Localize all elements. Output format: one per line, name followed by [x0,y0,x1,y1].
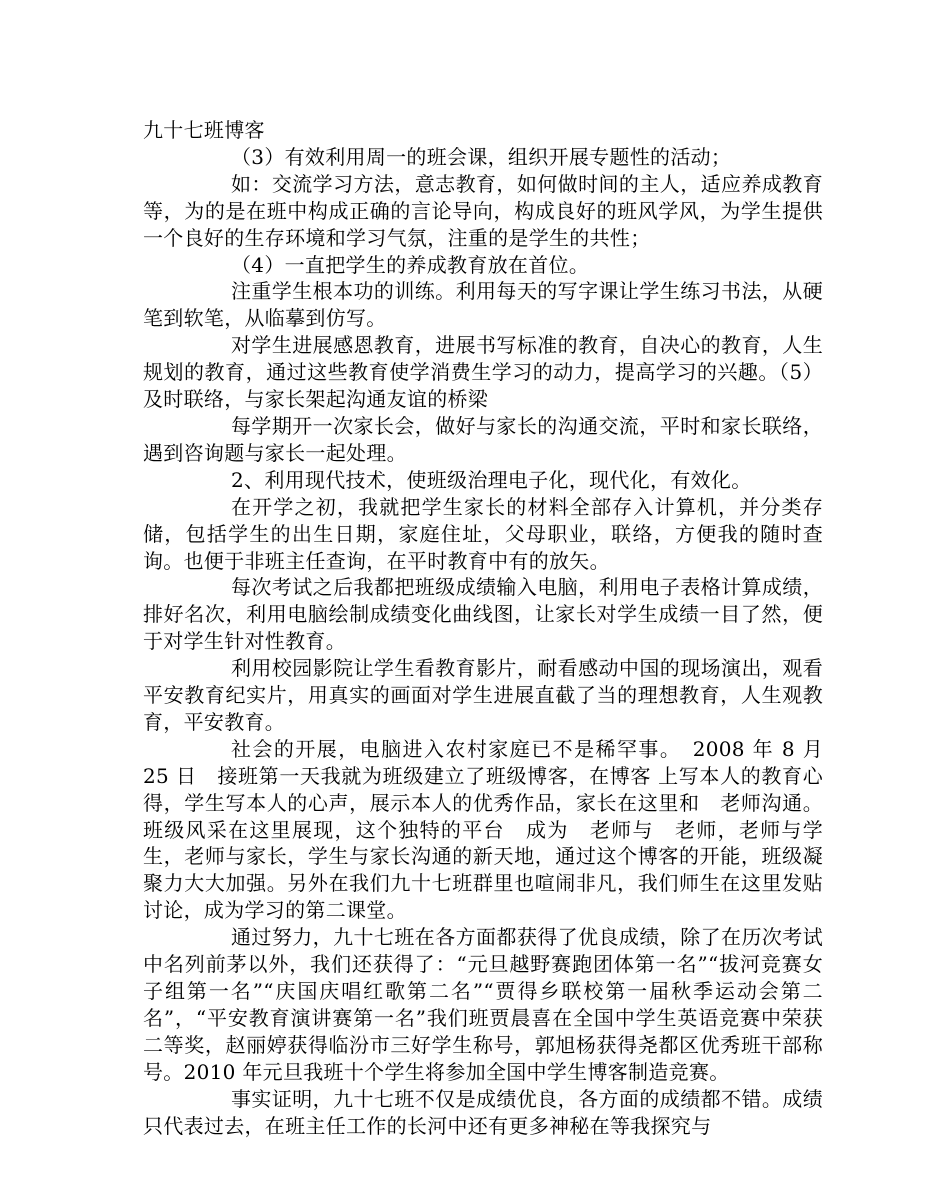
paragraph-student-records: 在开学之初，我就把学生家长的材料全部存入计算机，并分类存储，包括学生的出生日期，家庭住址，父母职业，联络，方便我的随时查询。也便于非班主任查询，在平时教育中有的放矢。 [143,494,823,573]
paragraph-achievements: 通过努力，九十七班在各方面都获得了优良成绩，除了在历次考试中名列前茅以外，我们还获得了：“元旦越野赛跑团体第一名”“拔河竞赛女子组第一名”“庆国庆唱红歌第二名”“贾得乡联校第一届秋季运动会第二名”，“平安教育演讲赛第一名”我们班贾晨喜在全国中学生英语竞赛中荣获二等奖，赵丽婷获得临汾市三好学生称号，郭旭杨获得尧都区优秀班干部称号。2010 年元旦我班十个学生将参加全国中学生博客制造竞赛。 [143,925,823,1084]
paragraph-calligraphy: 注重学生根本功的训练。利用每天的写字课让学生练习书法，从硬笔到软笔，从临摹到仿写。 [143,279,823,331]
paragraph-examples: 如：交流学习方法，意志教育，如何做时间的主人，适应养成教育等，为的是在班中构成正确的言论导向，构成良好的班风学风，为学生提供一个良好的生存环境和学习气氛，注重的是学生的共性； [143,171,823,250]
paragraph-gratitude-education: 对学生进展感恩教育，进展书写标准的教育，自决心的教育，人生规划的教育，通过这些教育使学消费生学习的动力，提高学习的兴趣。（5）及时联络，与家长架起沟通友谊的桥梁 [143,333,823,412]
paragraph-modern-technology: 2、利用现代技术，使班级治理电子化，现代化，有效化。 [231,467,752,492]
document-title: 九十七班博客 [143,118,265,142]
document-body [143,117,823,1139]
paragraph-habit-education: （4）一直把学生的养成教育放在首位。 [231,252,590,277]
paragraph-conclusion: 事实证明，九十七班不仅是成绩优良，各方面的成绩都不错。成绩只代表过去，在班主任工作的长河中还有更多神秘在等我探究与 [143,1086,823,1138]
paragraph-class-meeting: （3）有效利用周一的班会课，组织开展专题性的活动； [231,144,732,169]
paragraph-campus-cinema: 利用校园影院让学生看教育影片，耐看感动中国的现场演出，观看平安教育纪实片，用真实的画面对学生进展直截了当的理想教育，人生观教育，平安教育。 [143,656,823,734]
paragraph-class-blog: 社会的开展，电脑进入农村家庭已不是稀罕事。 2008 年 8 月 25 日 接班第一天我就为班级建立了班级博客，在博客 上写本人的教育心得，学生写本人的心声，展示本人的优秀作品，家长在这里和 老师沟通。班级风采在这里展现，这个独特的平台 成为 老师与 老师，老师与学生，老师与家长，学生与家长沟通的新天地，通过这个博客的开能，班级凝聚力大大加强。另外在我们九十七班群里也喧闹非凡，我们师生在这里发贴讨论，成为学习的第二课堂。 [143,736,823,923]
paragraph-parent-meetings: 每学期开一次家长会，做好与家长的沟通交流，平时和家长联络，遇到咨询题与家长一起处理。 [143,413,823,465]
paragraph-exam-scores: 每次考试之后我都把班级成绩输入电脑，利用电子表格计算成绩，排好名次，利用电脑绘制成绩变化曲线图，让家长对学生成绩一目了然，便于对学生针对性教育。 [143,575,823,654]
